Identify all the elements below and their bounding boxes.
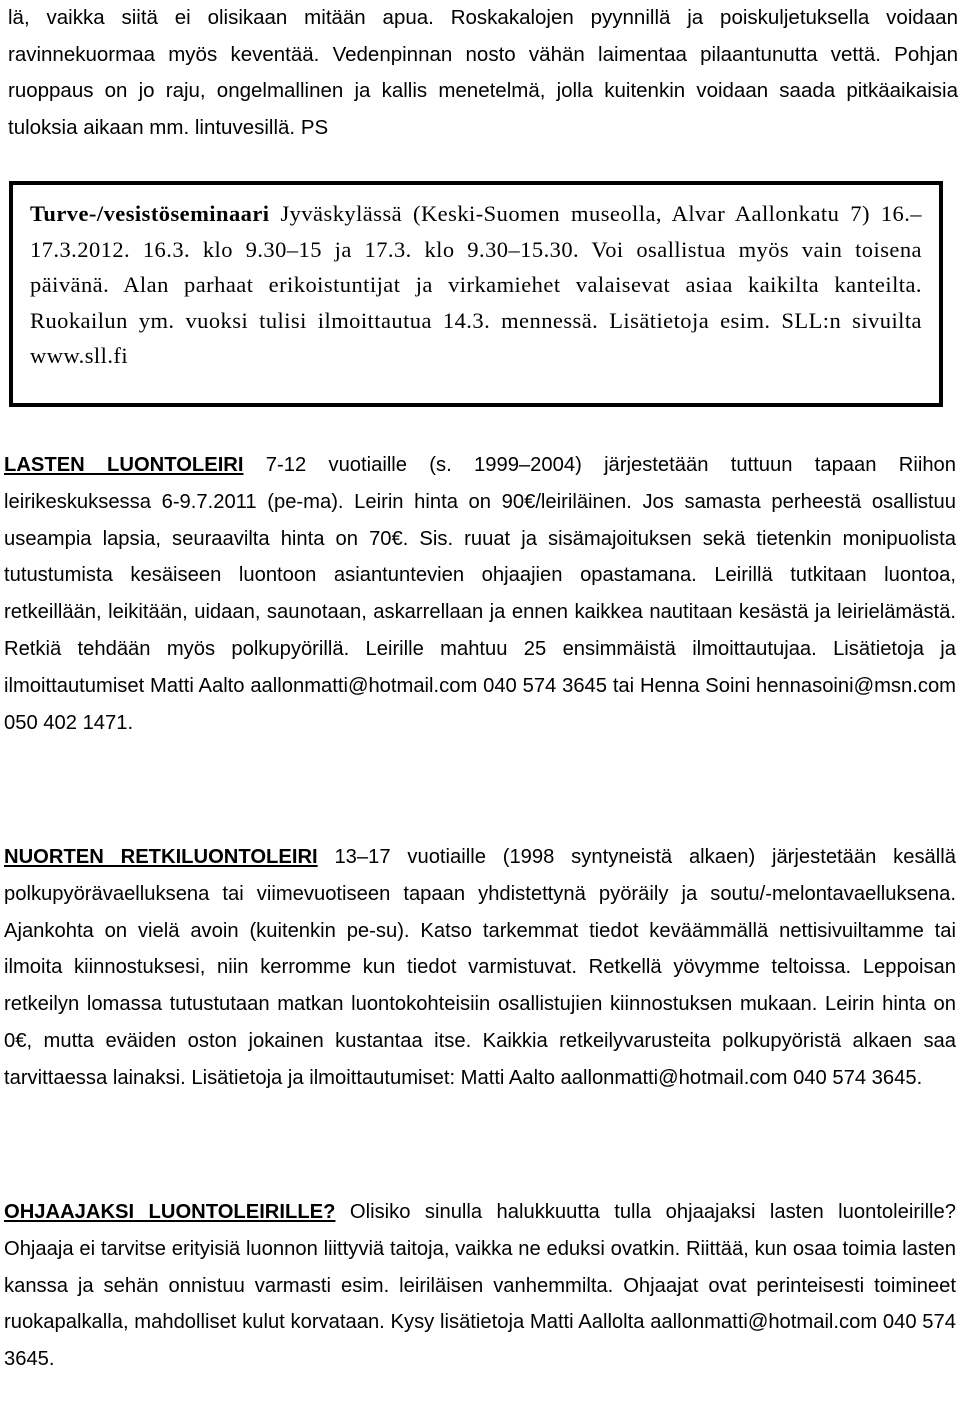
seminar-title: Turve-/vesistöseminaari (30, 201, 270, 226)
seminar-paragraph (30, 196, 922, 374)
nuorten-retkiluontoleiri-title: NUORTEN RETKILUONTOLEIRI (4, 846, 318, 868)
nuorten-retkiluontoleiri-body: 13–17 vuotiaille (1998 syntyneistä alkaen) järjestetään kesällä polkupyörävaelluksena tai viimevuotiseen tapaan yhdistettynä pyöräily ja soutu/-melontavaelluksena. Ajankohta on vielä avoin (kuitenkin pe-su). Katso tarkemmat tiedot keväämmällä nettisivuiltamme tai ilmoita kiinnostuksesi, niin kerromme kun tiedot varmistuvat. Retkellä yövymme teltoissa. Leppoisan retkeilyn lomassa tutustutaan matkan luontokohteisiin osallistujien kiinnostuksen mukaan. Leirin hinta on 0€, mutta eväiden oston jokainen kustantaa itse. Kaikkia retkeilyvarusteita polkupyöristä alkaen saa tarvittaessa lainaksi. Lisätietoja ja ilmoittautumiset: Matti Aalto aallonmatti@hotmail.com 040 574 3645. (4, 846, 956, 1089)
lasten-luontoleiri-body: 7-12 vuotiaille (s. 1999–2004) järjestetään tuttuun tapaan Riihon leirikeskuksessa 6-9.7.2011 (pe-ma). Leirin hinta on 90€/leiriläinen. Jos samasta perheestä osallistuu useampia lapsia, seuraavilta hinta on 70€. Sis. ruuat ja sisämajoituksen sekä tietenkin monipuolista tutustumista kesäiseen luontoon asiantuntevien ohjaajien opastamana. Leirillä tutkitaan luontoa, retkeillään, leikitään, uidaan, saunotaan, askarrellaan ja ennen kaikkea nautitaan kesästä ja leirielämästä. Retkiä tehdään myös polkupyörillä. Leirille mahtuu 25 ensimmäistä ilmoittautujaa. Lisätietoja ja ilmoittautumiset Matti Aalto aallonmatti@hotmail.com 040 574 3645 tai Henna Soini hennasoini@msn.com 050 402 1471. (4, 454, 957, 734)
intro-paragraph: lä, vaikka siitä ei olisikaan mitään apua. Roskakalojen pyynnillä ja poiskuljetuksella voidaan ravinnekuormaa myös keventää. Vedenpinnan nosto vähän laimentaa pilaantunutta vettä. Pohjan ruoppaus on jo raju, ongelmallinen ja kallis menetelmä, jolla kuitenkin voidaan saada pitkäaikaisia tuloksia aikaan mm. lintuvesillä. PS (8, 6, 958, 139)
ohjaajaksi-body: Olisiko sinulla halukkuutta tulla ohjaajaksi lasten luontoleirille? Ohjaaja ei tarvitse erityisiä luonnon liittyviä taitoja, vaikka ne eduksi ovatkin. Riittää, kun osaa toimia lasten kanssa ja sehän onnistuu varmasti esim. leiriläisen vanhemmilta. Ohjaajat ovat perinteisesti toimineet ruokapalkalla, mahdolliset kulut korvataan. Kysy lisätietoja Matti Aallolta aallonmatti@hotmail.com 040 574 3645. (4, 1201, 956, 1371)
lasten-luontoleiri-title: LASTEN LUONTOLEIRI (4, 454, 244, 476)
seminar-announcement-box (9, 181, 943, 407)
seminar-body: Jyväskylässä (Keski-Suomen museolla, Alvar Aallonkatu 7) 16.–17.3.2012. 16.3. klo 9.30–15 ja 17.3. klo 9.30–15.30. Voi osallistua myös vain toisena päivänä. Alan parhaat erikoistuntijat ja virkamiehet valaisevat asiaa kaikilta kanteilta. Ruokailun ym. vuoksi tulisi ilmoittautua 14.3. mennessä. Lisätietoja esim. SLL:n sivuilta www.sll.fi (30, 201, 922, 369)
lasten-luontoleiri-section (4, 447, 956, 741)
ohjaajaksi-section (4, 1194, 956, 1378)
ohjaajaksi-title: OHJAAJAKSI LUONTOLEIRILLE? (4, 1201, 336, 1223)
nuorten-retkiluontoleiri-section (4, 839, 956, 1097)
